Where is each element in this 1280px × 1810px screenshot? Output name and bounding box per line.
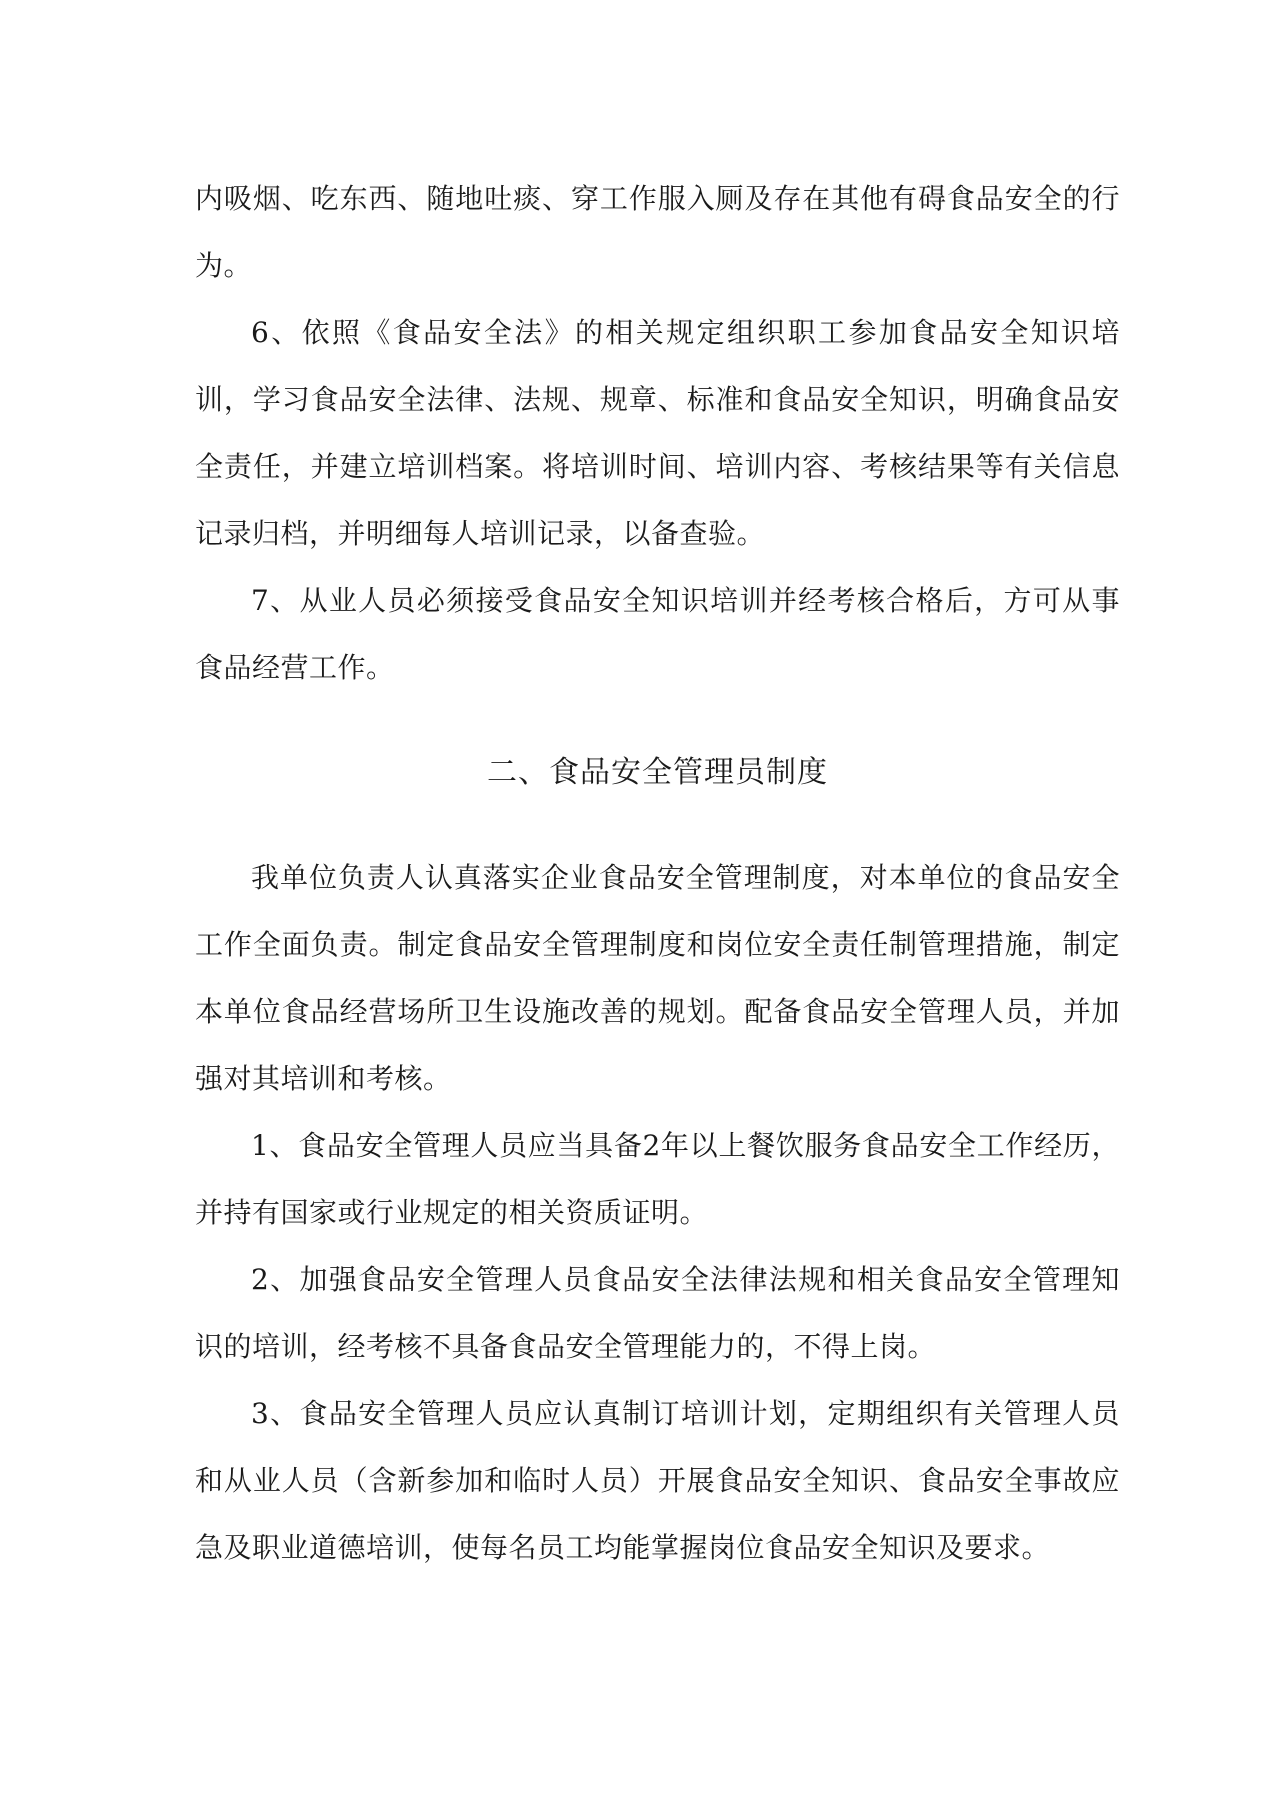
paragraph-rule-2: 2、加强食品安全管理人员食品安全法律法规和相关食品安全管理知识的培训，经考核不具备食品安全管理能力的，不得上岗。 bbox=[195, 1263, 1120, 1363]
document-body bbox=[195, 165, 1120, 1581]
paragraph-continued: 内吸烟、吃东西、随地吐痰、穿工作服入厕及存在其他有碍食品安全的行为。 bbox=[195, 182, 1120, 282]
paragraph-rule-3: 3、食品安全管理人员应认真制订培训计划，定期组织有关管理人员和从业人员（含新参加和临时人员）开展食品安全知识、食品安全事故应急及职业道德培训，使每名员工均能掌握岗位食品安全知识及要求。 bbox=[195, 1397, 1120, 1564]
section-heading: 二、食品安全管理员制度 bbox=[487, 755, 828, 790]
paragraph-rule-1: 1、食品安全管理人员应当具备2年以上餐饮服务食品安全工作经历，并持有国家或行业规定的相关资质证明。 bbox=[195, 1129, 1120, 1229]
paragraph-item-7: 7、从业人员必须接受食品安全知识培训并经考核合格后，方可从事食品经营工作。 bbox=[195, 584, 1120, 684]
paragraph-item-6: 6、依照《食品安全法》的相关规定组织职工参加食品安全知识培训，学习食品安全法律、法规、规章、标准和食品安全知识，明确食品安全责任，并建立培训档案。将培训时间、培训内容、考核结果等有关信息记录归档，并明细每人培训记录，以备查验。 bbox=[195, 316, 1120, 550]
paragraph-intro: 我单位负责人认真落实企业食品安全管理制度，对本单位的食品安全工作全面负责。制定食品安全管理制度和岗位安全责任制管理措施，制定本单位食品经营场所卫生设施改善的规划。配备食品安全管理人员，并加强对其培训和考核。 bbox=[195, 861, 1120, 1095]
